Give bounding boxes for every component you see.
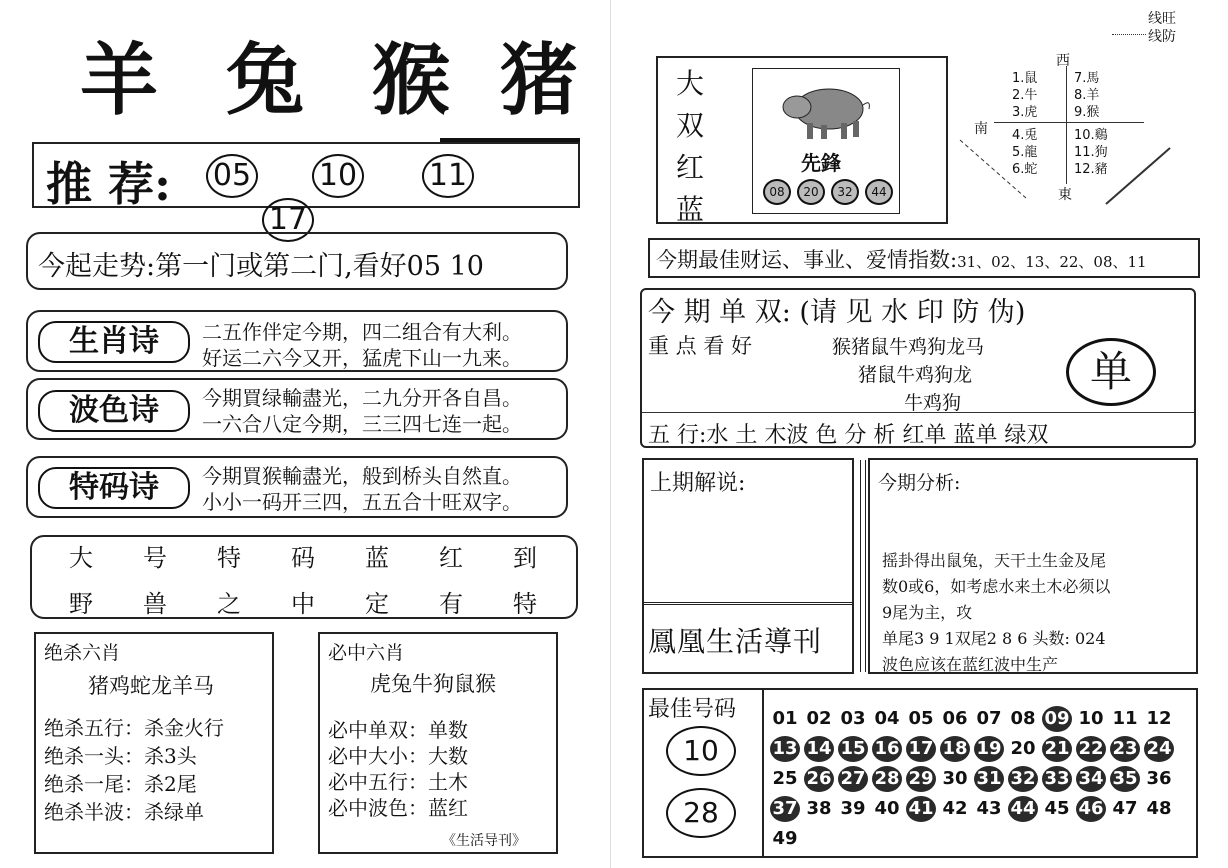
zodiac-item: 1.鼠 — [1012, 71, 1038, 86]
zodiac-item: 9.猴 — [1074, 105, 1100, 120]
kill-title: 绝杀六肖 — [44, 642, 121, 664]
pioneer-inner — [752, 68, 900, 214]
title-char: 猴 — [372, 36, 451, 126]
number-cell: 16 — [872, 736, 902, 762]
compass-west: 西 — [1056, 53, 1070, 69]
seq-char: 定 — [365, 590, 389, 618]
trend-text: 今起走势:第一门或第二门,看好05 10 — [38, 251, 484, 282]
poem-line: 二五作伴定今期，四二组合有大利。 — [202, 320, 522, 344]
analysis-line: 单尾3 9 1双尾2 8 6 头数: 024 — [882, 629, 1106, 648]
number-cell: 46 — [1076, 796, 1106, 822]
must-line: 必中单双：单数 — [328, 718, 468, 742]
number-cell: 14 — [804, 736, 834, 762]
corner-dots — [1112, 34, 1146, 35]
number-cell: 29 — [906, 766, 936, 792]
pig-image — [777, 75, 873, 145]
must-title: 必中六肖 — [328, 642, 405, 664]
number-cell: 02 — [806, 708, 832, 729]
recommend-box — [32, 142, 580, 237]
compass-diagonals — [956, 134, 1176, 214]
seq-char: 大 — [69, 544, 93, 572]
zodiac-item: 3.虎 — [1012, 105, 1038, 120]
kill-line: 绝杀一尾：杀2尾 — [44, 772, 197, 796]
poem-tag: 特码诗 — [38, 467, 190, 509]
number-cell: 34 — [1076, 766, 1106, 792]
page-divider — [610, 0, 611, 868]
focus-label: 重 点 看 好 — [648, 334, 753, 358]
number-cell: 07 — [976, 708, 1002, 729]
poem-line: 一六合八定今期，三三四七连一起。 — [202, 412, 522, 436]
number-cell: 38 — [806, 798, 832, 819]
zodiac-list-right — [1074, 70, 1108, 178]
number-cell: 35 — [1110, 766, 1140, 792]
analysis-line: 波色应该在蓝红波中生产 — [882, 655, 1059, 674]
best-divider — [762, 690, 764, 856]
number-cell: 24 — [1144, 736, 1174, 762]
poem-line: 小小一码开三四，五五合十旺双字。 — [202, 490, 522, 514]
compass-south: 南 — [974, 121, 988, 137]
number-cell: 33 — [1042, 766, 1072, 792]
focus-line: 猴猪鼠牛鸡狗龙马 — [832, 336, 985, 358]
number-cell: 44 — [1008, 796, 1038, 822]
last-rule — [644, 602, 852, 605]
number-cell: 43 — [976, 798, 1002, 819]
zodiac-item: 4.兎 — [1012, 128, 1038, 143]
zodiac-item: 11.狗 — [1074, 145, 1108, 160]
pioneer-ball: 08 — [763, 179, 791, 205]
seq-char: 兽 — [143, 590, 167, 618]
kill-box — [34, 632, 274, 854]
number-cell: 04 — [874, 708, 900, 729]
seq-char: 到 — [513, 544, 537, 572]
must-line: 必中大小：大数 — [328, 744, 468, 768]
number-cell: 03 — [840, 708, 866, 729]
seq-char: 野 — [69, 590, 93, 618]
zodiac-item: 5.龍 — [1012, 145, 1038, 160]
seq-char: 中 — [291, 590, 315, 618]
number-row — [768, 796, 1198, 826]
number-cell: 18 — [940, 736, 970, 762]
number-cell: 22 — [1076, 736, 1106, 762]
recommend-number: 17 — [262, 198, 314, 242]
wuxing-line: 五 行:水 土 木波 色 分 析 红单 蓝单 绿双 — [648, 423, 1049, 448]
number-cell: 13 — [770, 736, 800, 762]
focus-line: 牛鸡狗 — [904, 392, 962, 414]
zodiac-item: 12.豬 — [1074, 162, 1108, 177]
best-pick: 28 — [666, 788, 736, 838]
number-cell: 15 — [838, 736, 868, 762]
seq-char: 有 — [439, 590, 463, 618]
sequence-row — [44, 584, 562, 619]
poem-tag: 生肖诗 — [38, 321, 190, 363]
poem-tag: 波色诗 — [38, 390, 190, 432]
poem-line: 今期買绿輸盡光，二九分开各自昌。 — [202, 386, 522, 410]
number-cell: 21 — [1042, 736, 1072, 762]
number-cell: 42 — [942, 798, 968, 819]
number-cell: 39 — [840, 798, 866, 819]
must-line: 必中五行：土木 — [328, 770, 468, 794]
number-cell: 41 — [906, 796, 936, 822]
title-char: 猪 — [500, 36, 579, 126]
source-label: 《生活导刊》 — [442, 833, 526, 849]
seq-char: 号 — [143, 544, 167, 572]
must-box — [318, 632, 558, 854]
recommend-label: 推 荐: — [46, 157, 171, 211]
seq-char: 码 — [291, 544, 315, 572]
kill-line: 绝杀一头：杀3头 — [44, 744, 197, 768]
number-cell: 08 — [1010, 708, 1036, 729]
page-title — [80, 18, 618, 130]
number-row — [768, 736, 1198, 766]
number-row — [768, 706, 1198, 736]
seq-char: 蓝 — [365, 544, 389, 572]
must-line: 必中波色：蓝红 — [328, 796, 468, 820]
zodiac-item: 2.牛 — [1012, 88, 1038, 103]
number-cell: 20 — [1010, 738, 1036, 759]
poem-line: 好运二六今又开，猛虎下山一九来。 — [202, 346, 522, 370]
brand-logo: 鳳凰生活導刊 — [648, 625, 823, 658]
number-cell: 49 — [772, 828, 798, 849]
number-cell: 47 — [1112, 798, 1138, 819]
corner-label-top: 线旺 — [1148, 11, 1176, 27]
kill-line: 绝杀五行：杀金火行 — [44, 716, 224, 740]
number-grid — [768, 706, 1198, 856]
compass-east: 東 — [1058, 187, 1072, 203]
analysis-line: 9尾为主，攻 — [882, 603, 973, 622]
analysis-box — [868, 458, 1198, 674]
pioneer-ball: 44 — [865, 179, 893, 205]
number-cell: 19 — [974, 736, 1004, 762]
kill-line: 绝杀半波：杀绿单 — [44, 800, 204, 824]
poem-line: 今期買猴輸盡光，般到桥头自然直。 — [202, 464, 522, 488]
number-row — [768, 826, 1198, 856]
analysis-title: 今期分析: — [878, 472, 961, 494]
number-cell: 45 — [1044, 798, 1070, 819]
wuxing-rule — [642, 412, 1194, 413]
recommend-number: 05 — [206, 154, 258, 198]
kill-animals: 猪鸡蛇龙羊马 — [88, 674, 214, 698]
number-cell: 05 — [908, 708, 934, 729]
odd-even-box — [640, 288, 1196, 448]
index-text — [656, 244, 1147, 274]
number-cell: 09 — [1042, 706, 1072, 732]
pioneer-ball: 32 — [831, 179, 859, 205]
best-pick: 10 — [666, 726, 736, 776]
sequence-row — [44, 538, 562, 573]
recommend-numbers — [206, 154, 578, 242]
vertical-char: 蓝 — [676, 193, 705, 226]
number-cell: 30 — [942, 768, 968, 789]
seq-char: 红 — [439, 544, 463, 572]
number-cell: 32 — [1008, 766, 1038, 792]
number-cell: 31 — [974, 766, 1004, 792]
vertical-char: 双 — [676, 109, 705, 142]
number-cell: 25 — [772, 768, 798, 789]
number-cell: 36 — [1146, 768, 1172, 789]
analysis-line: 数0或6，如考虑水来土木必须以 — [882, 577, 1111, 596]
number-cell: 27 — [838, 766, 868, 792]
number-row — [768, 766, 1198, 796]
title-char: 羊 — [80, 36, 159, 126]
number-cell: 17 — [906, 736, 936, 762]
index-values: 31、02、13、22、08、11 — [957, 253, 1147, 271]
number-cell: 37 — [770, 796, 800, 822]
column-divider — [860, 460, 866, 672]
corner-label-bottom: 线防 — [1148, 29, 1176, 45]
recommend-number: 11 — [422, 154, 474, 198]
odd-even-result: 单 — [1066, 338, 1156, 406]
pioneer-balls — [763, 179, 893, 205]
number-cell: 28 — [872, 766, 902, 792]
index-label: 今期最佳财运、事业、爱情指数: — [656, 248, 958, 272]
trend-box — [26, 232, 568, 290]
must-animals: 虎兔牛狗鼠猴 — [370, 672, 496, 696]
zodiac-item: 8.羊 — [1074, 88, 1100, 103]
recommend-number: 10 — [312, 154, 364, 198]
seq-char: 特 — [513, 590, 537, 618]
number-cell: 40 — [874, 798, 900, 819]
vertical-char: 大 — [676, 67, 705, 100]
pioneer-box — [656, 56, 948, 224]
number-cell: 10 — [1078, 708, 1104, 729]
index-box — [648, 238, 1200, 278]
last-title: 上期解说: — [650, 471, 746, 496]
title-char: 兔 — [226, 36, 305, 126]
number-cell: 23 — [1110, 736, 1140, 762]
zodiac-item: 6.蛇 — [1012, 162, 1038, 177]
number-cell: 11 — [1112, 708, 1138, 729]
best-box — [642, 688, 1198, 858]
analysis-line: 摇卦得出鼠兔，天干土生金及尾 — [882, 551, 1107, 570]
best-title: 最佳号码 — [648, 697, 737, 722]
number-cell: 48 — [1146, 798, 1172, 819]
focus-line: 猪鼠牛鸡狗龙 — [858, 364, 973, 386]
number-cell: 26 — [804, 766, 834, 792]
pioneer-label: 先鋒 — [801, 151, 841, 175]
number-cell: 01 — [772, 708, 798, 729]
zodiac-list-left — [1012, 70, 1037, 178]
vertical-char: 红 — [676, 151, 705, 184]
number-cell: 12 — [1146, 708, 1172, 729]
zodiac-item: 7.馬 — [1074, 71, 1100, 86]
pioneer-ball: 20 — [797, 179, 825, 205]
odd-even-title: 今 期 单 双: (请 见 水 印 防 伪) — [648, 297, 1026, 328]
seq-char: 特 — [217, 544, 241, 572]
seq-char: 之 — [217, 590, 241, 618]
number-cell: 06 — [942, 708, 968, 729]
last-box — [642, 458, 854, 674]
zodiac-item: 10.鷄 — [1074, 128, 1108, 143]
